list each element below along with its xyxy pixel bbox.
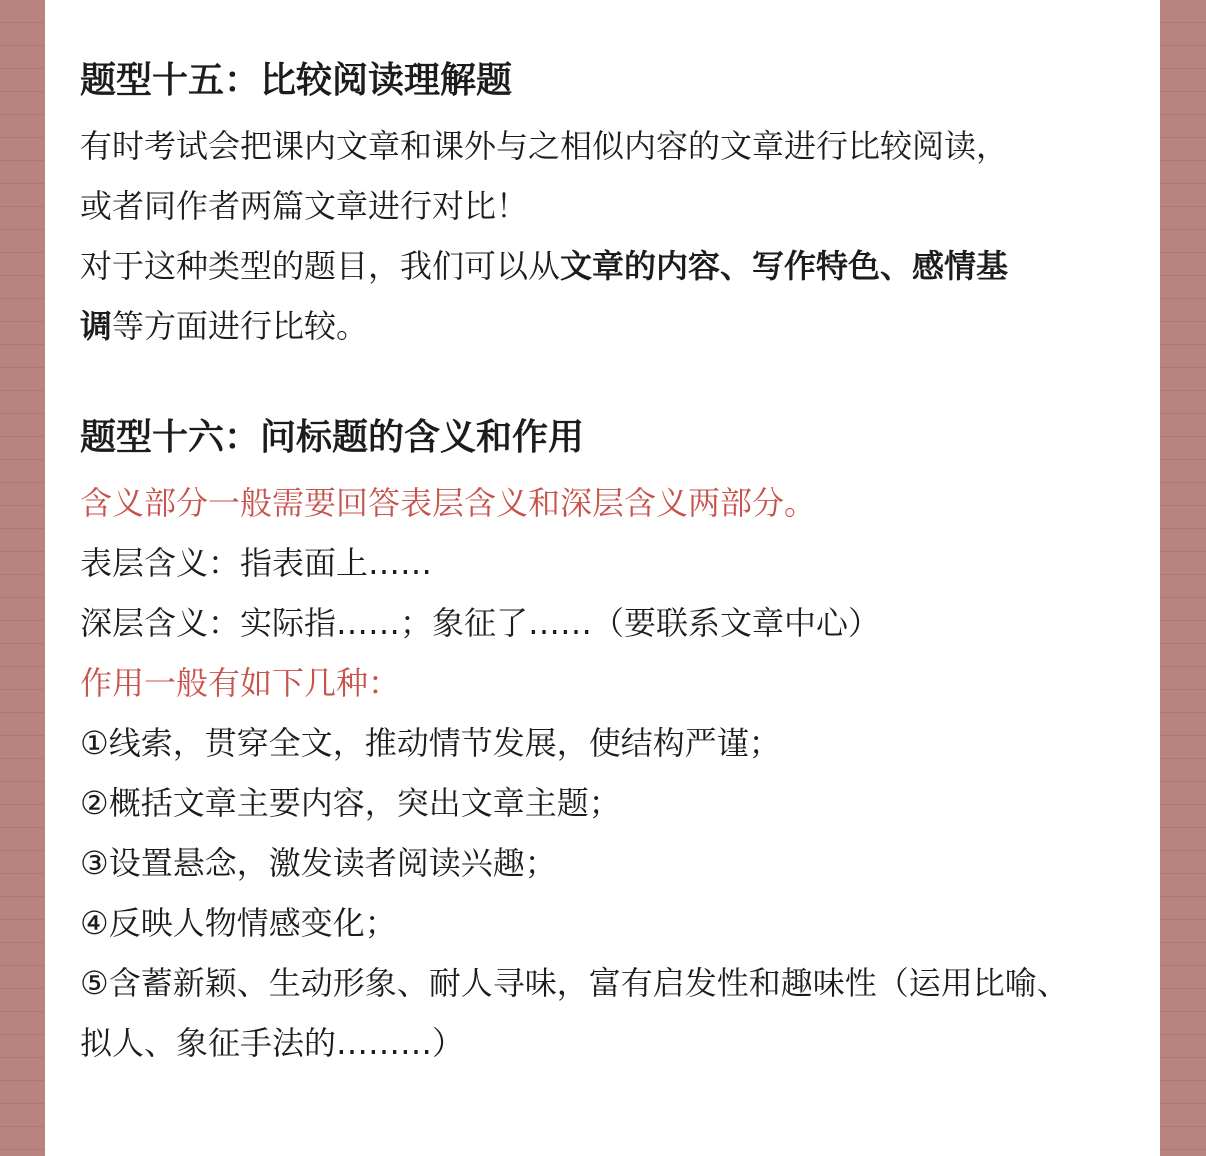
section-15-title: 题型十五：比较阅读理解题 <box>80 60 513 101</box>
function-item-2: ②概括文章主要内容，突出文章主题； <box>80 784 621 822</box>
function-intro: 作用一般有如下几种： <box>80 664 401 702</box>
surface-meaning: 表层含义：指表面上…… <box>80 544 433 582</box>
section-15-line-2: 或者同作者两篇文章进行对比！ <box>80 187 529 225</box>
section-15-line-4-emphasis: 调 <box>80 307 113 345</box>
section-15-line-4 <box>80 296 1140 356</box>
document-page <box>45 0 1160 1156</box>
document-content <box>80 55 1140 1073</box>
section-15-line-4-text: 等方面进行比较。 <box>112 307 369 345</box>
deep-meaning: 深层含义：实际指……；象征了……（要联系文章中心） <box>80 604 881 642</box>
meaning-intro: 含义部分一般需要回答表层含义和深层含义两部分。 <box>80 484 817 522</box>
function-item-1: ①线索，贯穿全文，推动情节发展，使结构严谨； <box>80 724 781 762</box>
function-item-4: ④反映人物情感变化； <box>80 904 397 942</box>
section-spacer <box>80 356 1140 412</box>
section-15-line-3 <box>80 236 1140 296</box>
section-15-line-1: 有时考试会把课内文章和课外与之相似内容的文章进行比较阅读， <box>80 127 1009 165</box>
function-item-5: ⑤含蓄新颖、生动形象、耐人寻味，富有启发性和趣味性（运用比喻、 <box>80 964 1069 1002</box>
function-item-3: ③设置悬念，激发读者阅读兴趣； <box>80 844 557 882</box>
section-15-line-3-text: 对于这种类型的题目，我们可以从 <box>80 247 561 285</box>
section-16-title: 题型十六：问标题的含义和作用 <box>80 417 585 458</box>
section-15-line-3-emphasis: 文章的内容、写作特色、感情基 <box>560 247 1009 285</box>
function-item-5-continued: 拟人、象征手法的………） <box>80 1024 465 1062</box>
